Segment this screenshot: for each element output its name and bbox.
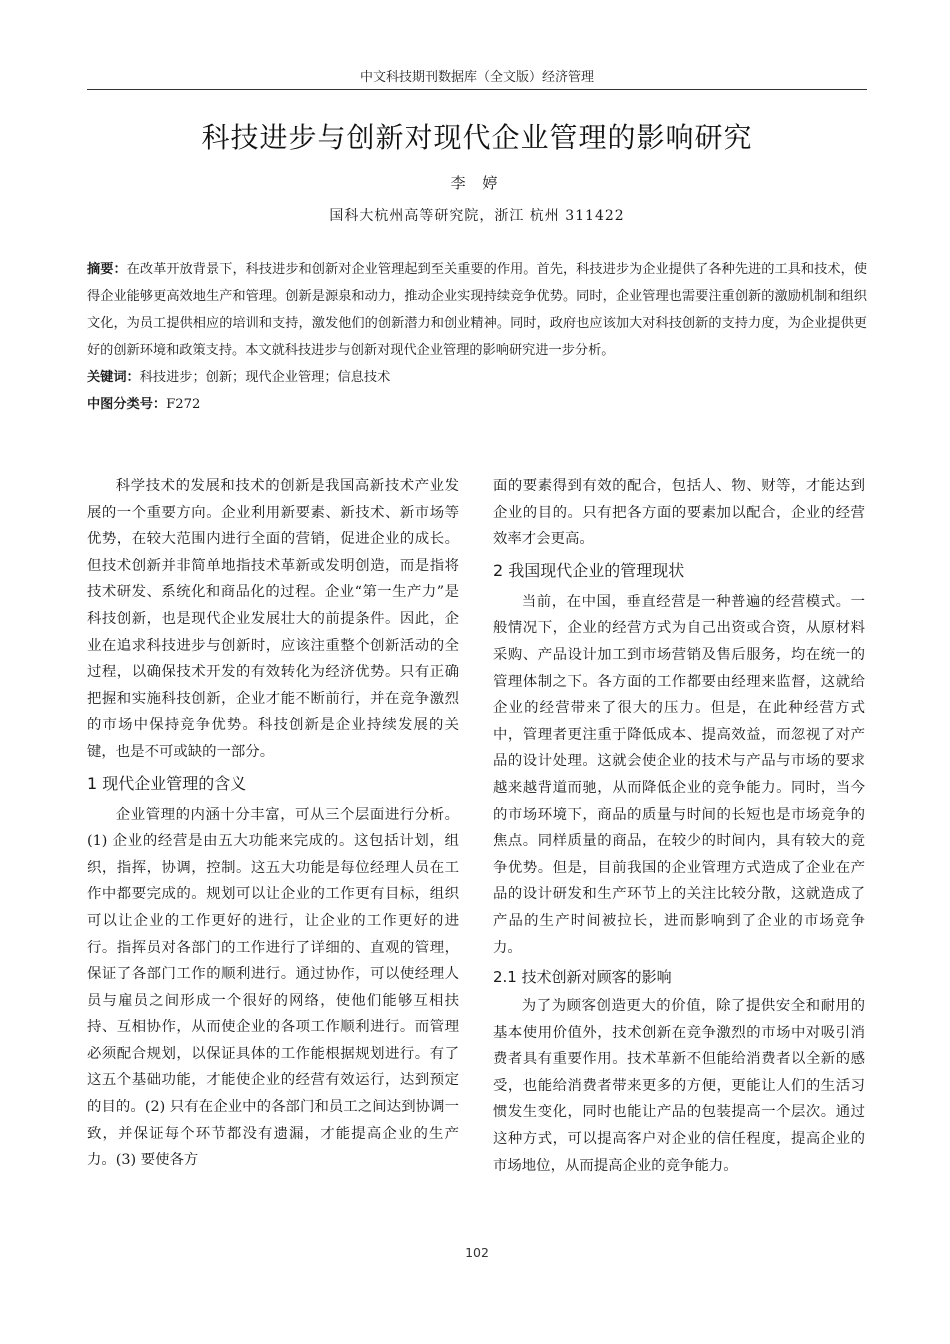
section-1-heading: 1 现代企业管理的含义 [87,773,247,793]
abstract-text: 在改革开放背景下，科技进步和创新对企业管理起到至关重要的作用。首先，科技进步为企业提供了各种先进的工具和技术，使得企业能够更高效地生产和管理。创新是源泉和动力，推动企业实现持续竞争优势。同时，企业管理也需要注重创新的激励机制和组织文化，为员工提供相应的培训和支持，激发他们的创新潜力和创业精神。同时，政府也应该加大对科技创新的支持力度，为企业提供更好的创新环境和政策支持。本文就科技进步与创新对现代企业管理的影响研究进一步分析。 [87,262,868,358]
author-name: 李 婷 [450,174,504,192]
page-number: 102 [465,1245,489,1260]
section-2-paragraph: 当前，在中国，垂直经营是一种普遍的经营模式。一般情况下，企业的经营方式为自己出资或合资，从原材料采购、产品设计加工到市场营销及售后服务，均在统一的管理体制之下。各方面的工作都要由经理来监督，这就给企业的经营带来了很大的压力。但是，在此种经营方式中，管理者更注重于降低成本、提高效益，而忽视了对产品的设计处理。这就会使企业的技术与产品与市场的要求越来越背道而驰，从而降低企业的竞争能力。同时，当今的市场环境下，商品的质量与时间的长短也是市场竞争的焦点。同样质量的商品，在较少的时间内，具有较大的竞争优势。但是，目前我国的企业管理方式造成了企业在产品的设计研发和生产环节上的关注比较分散，这就造成了产品的生产时间被拉长，进而影响到了企业的市场竞争力。 [493,593,865,956]
clc-line [87,391,867,418]
continued-paragraph: 面的要素得到有效的配合，包括人、物、财等，才能达到企业的目的。只有把各方面的要素加以配合，企业的经营效率才会更高。 [493,478,865,548]
clc-code: F272 [166,397,201,412]
intro-paragraph: 科学技术的发展和技术的创新是我国高新技术产业发展的一个重要方向。企业利用新要素、新技术、新市场等优势，在较大范围内进行全面的营销，促进企业的成长。但技术创新并非简单地指技术革新或发明创造，而是指将技术研发、系统化和商品化的过程。企业“第一生产力”是科技创新，也是现代企业发展壮大的前提条件。因此，企业在追求科技进步与创新时，应该注重整个创新活动的全过程，以确保技术开发的有效转化为经济优势。只有正确把握和实施科技创新，企业才能不断前行，并在竞争激烈的市场中保持竞争优势。科技创新是企业持续发展的关键，也是不可或缺的一部分。 [87,478,459,760]
keywords-line [87,364,867,391]
journal-header: 中文科技期刊数据库（全文版）经济管理 [359,70,594,85]
abstract-paragraph [87,256,867,364]
section-2-heading: 2 我国现代企业的管理现状 [493,560,685,580]
section-2-1-heading: 2.1 技术创新对顾客的影响 [493,968,672,987]
section-2-1-paragraph: 为了为顾客创造更大的价值，除了提供安全和耐用的基本使用价值外，技术创新在竞争激烈的市场中对吸引消费者具有重要作用。技术革新不但能给消费者以全新的感受，也能给消费者带来更多的方便，更能让人们的生活习惯发生变化，同时也能让产品的包装提高一个层次。通过这种方式，可以提高客户对企业的信任程度，提高企业的市场地位，从而提高企业的竞争能力。 [493,998,865,1174]
keywords-label: 关键词： [87,370,140,385]
abstract-block [87,256,867,418]
clc-label: 中图分类号： [87,397,167,412]
abstract-label: 摘要： [87,262,127,277]
section-1-paragraph: 企业管理的内涵十分丰富，可从三个层面进行分析。(1) 企业的经营是由五大功能来完成的。这包括计划，组织，指挥，协调，控制。这五大功能是每位经理人员在工作中都要完成的。规划可以让企业的工作更有目标，组织可以让企业的工作更好的进行，让企业的工作更好的进行。指挥员对各部门的工作进行了详细的、直观的管理，保证了各部门工作的顺利进行。通过协作，可以使经理人员与雇员之间形成一个很好的网络，使他们能够互相扶持、互相协作，从而使企业的各项工作顺利进行。而管理必须配合规划，以保证具体的工作能根据规划进行。有了这五个基础功能，才能使企业的经营有效运行，达到预定的目的。(2) 只有在企业中的各部门和员工之间达到协调一致，并保证每个环节都没有遗漏，才能提高企业的生产力。(3) 要使各方 [87,806,459,1169]
left-column [87,473,459,1174]
article-title: 科技进步与创新对现代企业管理的影响研究 [201,121,753,154]
right-column [493,473,865,1179]
keywords-text: 科技进步；创新；现代企业管理；信息技术 [139,370,391,385]
author-affiliation: 国科大杭州高等研究院，浙江 杭州 311422 [329,208,625,224]
header-divider [87,89,867,90]
